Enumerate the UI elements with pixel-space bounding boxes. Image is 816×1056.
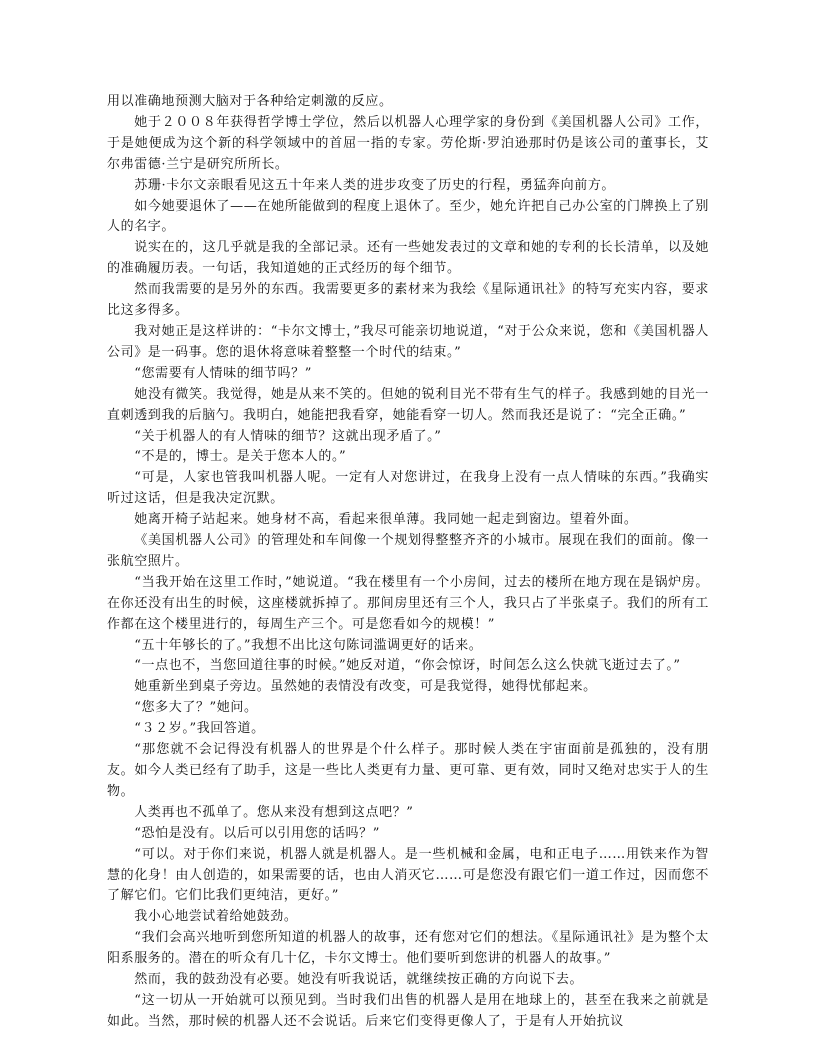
paragraph: 她没有微笑。我觉得，她是从来不笑的。但她的锐利目光不带有生气的样子。我感到她的目光一直刺透到我的后脑勺。我明白，她能把我看穿，她能看穿一切人。然而我还是说了：“完全正确。” — [107, 386, 709, 423]
paragraph: 人类再也不孤单了。您从来没有想到这点吧？” — [134, 804, 414, 820]
paragraph: “３２岁。”我回答道。 — [134, 721, 265, 737]
paragraph: 她于２００８年获得哲学博士学位，然后以机器人心理学家的身份到《美国机器人公司》工作，于是她便成为这个新的科学领域中的首屈一指的专家。劳伦斯·罗泊逊那时仍是该公司的董事长，艾尔弗雷德·兰宁是研究所所长。 — [107, 114, 709, 172]
paragraph: 我对她正是这样讲的：“卡尔文博士，”我尽可能亲切地说道，“对于公众来说，您和《美国机器人公司》是一码事。您的退休将意味着整整一个时代的结束。” — [107, 323, 709, 360]
paragraph: “您多大了？”她问。 — [134, 700, 258, 716]
paragraph: “不是的，博士。是关于您本人的。” — [134, 449, 347, 465]
paragraph: 她离开椅子站起来。她身材不高，看起来很单薄。我同她一起走到窗边。望着外面。 — [134, 512, 638, 528]
paragraph: “这一切从一开始就可以预见到。当时我们出售的机器人是用在地球上的，甚至在我来之前就是如此。当然，那时候的机器人还不会说话。后来它们变得更像人了，于是有人开始抗议 — [107, 992, 709, 1029]
paragraph: “一点也不，当您回道往事的时候。”她反对道，“你会惊讶，时间怎么这么快就飞逝过去了。” — [134, 658, 681, 674]
paragraph: 用以准确地预测大脑对于各种给定刺激的反应。 — [107, 94, 393, 109]
paragraph: “可是，人家也管我叫机器人呢。一定有人对您讲过，在我身上没有一点人情味的东西。”我确实听过这话，但是我决定沉默。 — [107, 470, 709, 507]
paragraph: 如今她要退休了——在她所能做到的程度上退休了。至少，她允许把自己办公室的门牌换上了别人的名字。 — [107, 198, 709, 235]
paragraph: “您需要有人情味的细节吗？” — [134, 365, 312, 381]
paragraph: 说实在的，这几乎就是我的全部记录。还有一些她发表过的文章和她的专利的长长清单，以及她的准确履历表。一句话，我知道她的正式经历的每个细节。 — [107, 240, 709, 277]
paragraph: 苏珊·卡尔文亲眼看见这五十年来人类的进步攻变了历史的行程，勇猛奔向前方。 — [134, 177, 616, 193]
paragraph: “那您就不会记得没有机器人的世界是个什么样子。那时候人类在宇宙面前是孤独的，没有朋友。如今人类已经有了助手，这是一些比人类更有力量、更可靠、更有效，同时又绝对忠实于人的生物。 — [107, 742, 709, 799]
paragraph: “可以。对于你们来说，机器人就是机器人。是一些机械和金属，电和正电子……用铁来作为智慧的化身！由人创造的，如果需要的话，也由人消灭它……可是您没有跟它们一道工作过，因而您不了解它们。它们比我们更纯洁，更好。” — [107, 846, 709, 904]
paragraph: 我小心地尝试着给她鼓劲。 — [134, 909, 298, 925]
paragraph: 《美国机器人公司》的管理处和车间像一个规划得整整齐齐的小城市。展现在我们的面前。像一张航空照片。 — [107, 533, 709, 569]
paragraph: “关于机器人的有人情味的细节？这就出现矛盾了。” — [134, 428, 442, 444]
paragraph: 然而，我的鼓劲没有必要。她没有听我说话，就继续按正确的方向说下去。 — [134, 972, 584, 988]
paragraph: “五十年够长的了。”我想不出比这句陈词滥调更好的话来。 — [134, 637, 483, 653]
paragraph: “恐怕是没有。以后可以引用您的话吗？” — [134, 825, 380, 841]
paragraph: “我们会高兴地听到您所知道的机器人的故事，还有您对它们的想法。《星际通讯社》是为整个太阳系服务的。潜在的听众有几十亿，卡尔文博士。他们要听到您讲的机器人的故事。” — [107, 930, 709, 967]
paragraph: 她重新坐到桌子旁边。虽然她的表情没有改变，可是我觉得，她得忧郁起来。 — [134, 679, 597, 695]
paragraph: “当我开始在这里工作时，”她说道。“我在楼里有一个小房间，过去的楼所在地方现在是锅炉房。在你还没有出生的时候，这座楼就拆掉了。那间房里还有三个人，我只占了半张桌子。我们的所有工作都在这个楼里进行的，每周生产三个。可是您看如今的规模！” — [107, 574, 709, 632]
paragraph: 然而我需要的是另外的东西。我需要更多的素材来为我绘《星际通讯社》的特写充实内容，要求比这多得多。 — [107, 282, 709, 319]
document-page — [107, 92, 709, 1033]
